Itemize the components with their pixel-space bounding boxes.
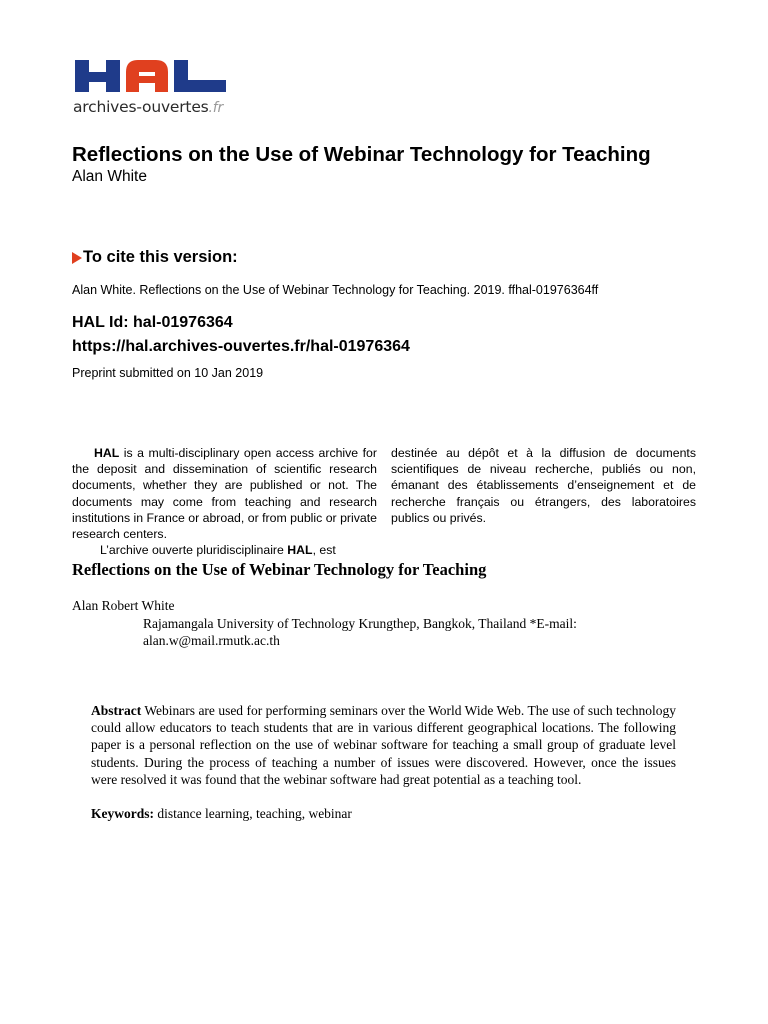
citation-text: Alan White. Reflections on the Use of Webinar Technology for Teaching. 2019. ffhal-01976364ff bbox=[72, 283, 599, 297]
logo-subtitle: archives-ouvertes.fr bbox=[73, 98, 224, 116]
arrow-icon bbox=[72, 252, 82, 264]
notice-english: HAL is a multi-disciplinary open access archive for the deposit and dissemination of scientific research documents, whether they are published or not. The documents may come from teaching and research institutions in France or abroad, or from public or private research centers. L’archive ouverte pluridisciplinaire HAL, est bbox=[72, 446, 377, 558]
logo-letter-a bbox=[126, 60, 168, 92]
notice-french: destinée au dépôt et à la diffusion de documents scientifiques de niveau recherche, publiés ou non, émanant des établissements d’enseignement et de recherche français ou étrangers, des laboratoires publics ou privés. bbox=[391, 446, 696, 525]
logo-suffix: .fr bbox=[208, 100, 224, 116]
keywords: Keywords: distance learning, teaching, webinar bbox=[91, 806, 352, 821]
logo-letter-h-right bbox=[106, 60, 120, 92]
document-author: Alan White bbox=[72, 168, 147, 185]
paper-title: Reflections on the Use of Webinar Technology for Teaching bbox=[72, 560, 487, 579]
paper-affiliation: Rajamangala University of Technology Krungthep, Bangkok, Thailand *E-mail: alan.w@mail.rmutk.ac.th bbox=[143, 616, 577, 648]
author-email: alan.w@mail.rmutk.ac.th bbox=[143, 633, 280, 648]
cite-heading: To cite this version: bbox=[72, 248, 238, 267]
abstract: Abstract Webinars are used for performing seminars over the World Wide Web. The use of such technology could allow educators to teach students that are in various different geographical locations. The following paper is a personal reflection on the use of webinar software for teaching a small group of graduate level students. During the process of teaching a number of issues were discovered. However, once the issues were resolved it was found that the webinar software had great potential as a teaching tool. bbox=[91, 703, 676, 787]
hal-url-link[interactable]: https://hal.archives-ouvertes.fr/hal-01976364 bbox=[72, 338, 410, 355]
paper-author: Alan Robert White bbox=[72, 598, 175, 613]
hal-id: HAL Id: hal-01976364 bbox=[72, 314, 233, 331]
document-title: Reflections on the Use of Webinar Technology for Teaching bbox=[72, 143, 651, 166]
logo-letter-l-foot bbox=[174, 80, 226, 92]
preprint-date: Preprint submitted on 10 Jan 2019 bbox=[72, 366, 264, 380]
